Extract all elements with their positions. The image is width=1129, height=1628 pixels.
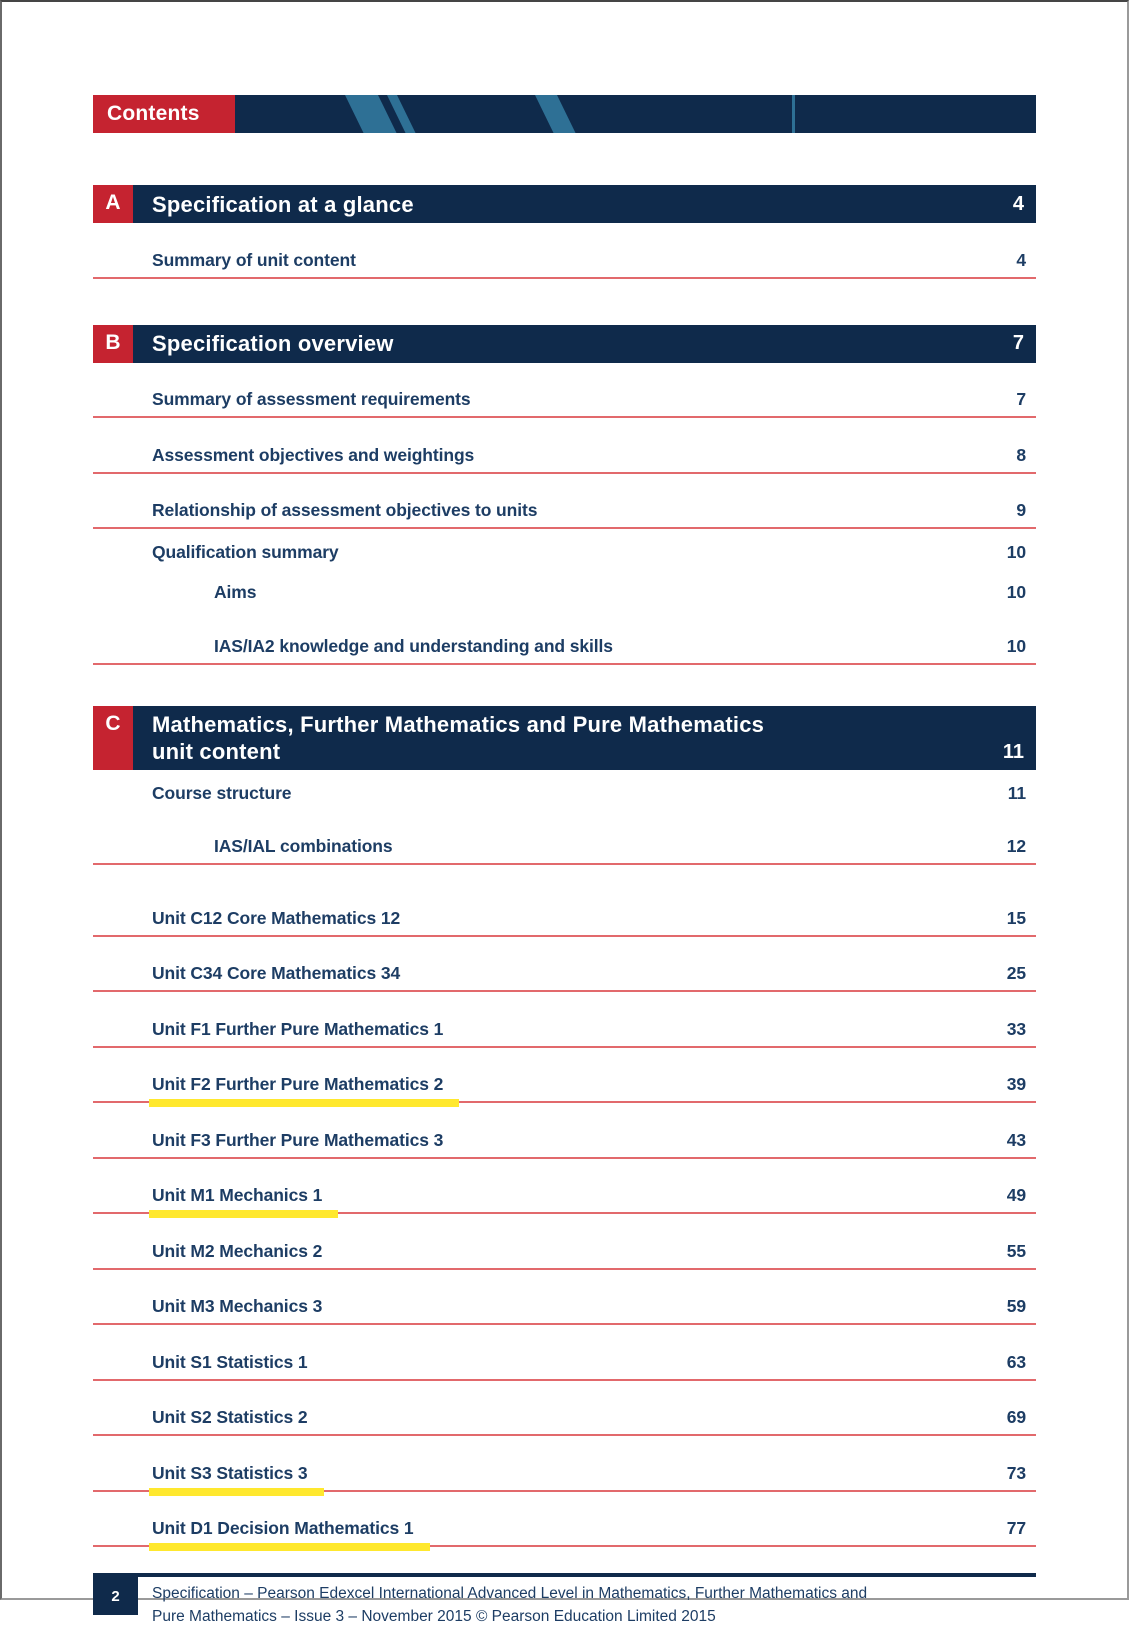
toc-entry-label: Unit F3 Further Pure Mathematics 3 [152,1129,444,1150]
toc-entry[interactable] [93,1276,1036,1326]
toc-entry-label: Relationship of assessment objectives to units [152,500,538,520]
toc-entry[interactable] [93,943,1036,993]
toc-entry-page-number: 49 [1006,1185,1026,1205]
toc-entry-label: Assessment objectives and weightings [152,444,475,465]
toc-entry-label: Unit C34 Core Mathematics 34 [152,963,401,983]
toc-entry-label: Summary of unit content [152,249,356,270]
contents-banner [93,95,1036,133]
page-footer [93,1573,1036,1628]
toc-entry[interactable] [93,535,1036,569]
section-page-number: 4 [1005,185,1036,223]
toc-entry-page-number: 8 [1016,444,1026,465]
section-header-bar [93,706,1036,770]
toc-entry-page-number: 55 [1006,1240,1026,1261]
toc-entry-label: Unit S3 Statistics 3 [152,1462,308,1483]
section-header-bar [93,185,1036,223]
toc-entry[interactable] [93,1387,1036,1437]
toc-entry-label: Course structure [152,782,292,803]
toc-entry-page-number: 69 [1006,1407,1026,1427]
toc-entry-page-number: 15 [1006,907,1026,928]
banner-decoration [235,95,1036,133]
toc-entry[interactable] [93,229,1036,279]
toc-entry-label: Unit S1 Statistics 1 [152,1351,308,1372]
toc-entry[interactable] [93,816,1036,866]
footer-text-line: Pure Mathematics – Issue 3 – November 2015 © Pearson Education Limited 2015 [152,1608,716,1625]
banner-divider-line [792,95,795,133]
section-header-bar [93,325,1036,363]
section-entries [93,369,1036,665]
contents-label: Contents [93,95,235,133]
toc-entry-page-number: 10 [1006,542,1026,562]
toc-entry-page-number: 9 [1016,500,1026,520]
toc-entry[interactable] [93,1498,1036,1548]
section-title [133,706,995,770]
section-page-number: 7 [1005,325,1036,363]
toc-entry-label: Unit F1 Further Pure Mathematics 1 [152,1018,444,1039]
toc-entry-page-number: 11 [1007,782,1026,803]
toc-entry-page-number: 39 [1006,1074,1026,1094]
toc-entry-label: Unit C12 Core Mathematics 12 [152,907,401,928]
toc-entry[interactable] [93,480,1036,530]
section-title [133,185,1005,223]
toc-entry[interactable] [93,369,1036,419]
footer-text [138,1577,867,1628]
toc-section-c [93,706,1036,1548]
toc-entry-label: Unit M2 Mechanics 2 [152,1240,323,1261]
toc-entry[interactable] [93,575,1036,609]
toc-entry-page-number: 10 [1006,635,1026,656]
toc-entry-label: Unit S2 Statistics 2 [152,1407,308,1427]
section-title-line: Specification at a glance [152,191,414,217]
toc-entry-label: Qualification summary [152,542,339,562]
toc-entry-page-number: 63 [1006,1351,1026,1372]
section-page-number: 11 [995,706,1036,770]
banner-stripe [535,95,576,133]
toc-entry-label: Aims [214,582,257,602]
toc-entry-page-number: 33 [1006,1018,1026,1039]
toc-entry-label: Unit F2 Further Pure Mathematics 2 [152,1074,444,1094]
toc-sections [93,185,1036,1547]
toc-entry-label: Unit M1 Mechanics 1 [152,1185,323,1205]
toc-entry-page-number: 59 [1006,1296,1026,1316]
toc-entry[interactable] [93,887,1036,937]
toc-entry[interactable] [93,1054,1036,1104]
toc-entry[interactable] [93,615,1036,665]
section-letter-badge: C [93,706,133,770]
toc-entry-label: IAS/IAL combinations [214,836,393,856]
toc-entry[interactable] [93,1109,1036,1159]
toc-entry-page-number: 12 [1006,836,1026,856]
toc-entry-label: Unit D1 Decision Mathematics 1 [152,1518,414,1538]
toc-entry[interactable] [93,776,1036,810]
toc-section-b [93,325,1036,665]
section-title-line: Specification overview [152,331,394,356]
toc-entry-page-number: 73 [1006,1462,1026,1483]
toc-section-a [93,185,1036,279]
toc-entry-label: IAS/IA2 knowledge and understanding and skills [214,635,613,656]
section-letter-badge: A [93,185,133,223]
footer-text-line: Specification – Pearson Edexcel International Advanced Level in Mathematics, Further Mathematics and [152,1585,868,1602]
toc-entry-page-number: 43 [1006,1129,1026,1150]
toc-entry[interactable] [93,998,1036,1048]
section-title-line: unit content [152,738,281,764]
toc-entry[interactable] [93,424,1036,474]
toc-entry[interactable] [93,1165,1036,1215]
toc-entry[interactable] [93,1442,1036,1492]
toc-entry-page-number: 25 [1006,963,1026,983]
toc-entry-label: Summary of assessment requirements [152,389,471,409]
toc-entry-page-number: 7 [1016,389,1026,409]
toc-entry-label: Unit M3 Mechanics 3 [152,1296,323,1316]
toc-entry-page-number: 4 [1016,249,1026,270]
footer-page-number: 2 [93,1577,138,1615]
section-entries [93,229,1036,279]
section-title [133,325,1005,363]
section-title-line: Mathematics, Further Mathematics and Pure Mathematics [152,711,765,737]
toc-entry[interactable] [93,1331,1036,1381]
toc-entry-page-number: 10 [1006,582,1026,602]
toc-entry-page-number: 77 [1006,1518,1026,1538]
toc-entry[interactable] [93,1220,1036,1270]
section-letter-badge: B [93,325,133,363]
section-entries [93,776,1036,1548]
